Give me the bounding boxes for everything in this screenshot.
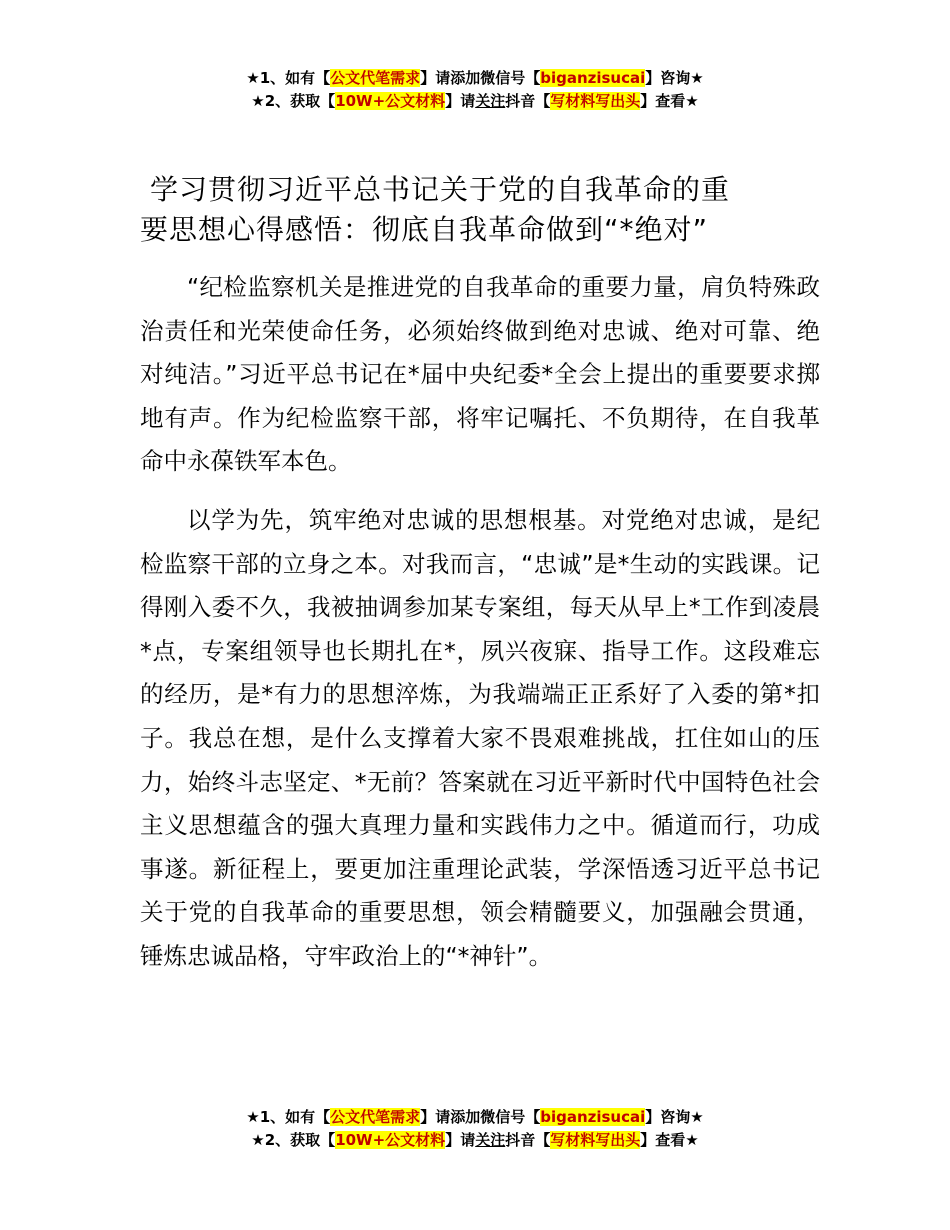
banner-text: ★2、获取【 — [251, 1131, 336, 1149]
banner-line-2 — [0, 90, 950, 113]
banner-text: 】请 — [445, 92, 476, 110]
banner-text: 抖音【 — [505, 1131, 551, 1149]
document-title — [140, 170, 820, 250]
banner-line-2 — [0, 1129, 950, 1152]
footer-ad-banner — [0, 1106, 950, 1152]
banner-text: 】咨询★ — [645, 1108, 704, 1126]
highlight-wechat-id: biganzisucai — [540, 1108, 646, 1126]
highlight-materials: 10W+公文材料 — [335, 1131, 446, 1149]
paragraph-1: “纪检监察机关是推进党的自我革命的重要力量，肩负特殊政治责任和光荣使命任务，必须始终做到绝对忠诚、绝对可靠、绝对纯洁。”习近平总书记在*届中央纪委*全会上提出的重要要求掷地有声。作为纪检监察干部，将牢记嘱托、不负期待，在自我革命中永葆铁军本色。 — [140, 273, 820, 476]
banner-text: ★2、获取【 — [251, 92, 336, 110]
banner-text: 抖音【 — [505, 92, 551, 110]
banner-text: 】查看★ — [640, 1131, 699, 1149]
underlined-follow: 关注 — [475, 92, 506, 110]
title-line-2: 要思想心得感悟：彻底自我革命做到“*绝对” — [140, 213, 709, 246]
banner-text: ★1、如有【 — [246, 69, 331, 87]
highlight-douyin-account: 写材料写出头 — [550, 1131, 641, 1149]
highlight-writing-service: 公文代笔需求 — [330, 1108, 421, 1126]
banner-text: 】请添加微信号【 — [420, 1108, 541, 1126]
banner-text: ★1、如有【 — [246, 1108, 331, 1126]
header-ad-banner — [0, 67, 950, 113]
document-body — [140, 266, 820, 994]
banner-text: 】请 — [445, 1131, 476, 1149]
highlight-douyin-account: 写材料写出头 — [550, 92, 641, 110]
highlight-wechat-id: biganzisucai — [540, 69, 646, 87]
underlined-follow: 关注 — [475, 1131, 506, 1149]
paragraph-2: 以学为先，筑牢绝对忠诚的思想根基。对党绝对忠诚，是纪检监察干部的立身之本。对我而言，“忠诚”是*生动的实践课。记得刚入委不久，我被抽调参加某专案组，每天从早上*工作到凌晨*点，专案组领导也长期扎在*，夙兴夜寐、指导工作。这段难忘的经历，是*有力的思想淬炼，为我端端正正系好了入委的第*扣子。我总在想，是什么支撑着大家不畏艰难挑战，扛住如山的压力，始终斗志坚定、*无前？答案就在习近平新时代中国特色社会主义思想蕴含的强大真理力量和实践伟力之中。循道而行，功成事遂。新征程上，要更加注重理论武装，学深悟透习近平总书记关于党的自我革命的重要思想，领会精髓要义，加强融会贯通，锤炼忠诚品格，守牢政治上的“*神针”。 — [140, 505, 820, 970]
banner-text: 】咨询★ — [645, 69, 704, 87]
banner-text: 】查看★ — [640, 92, 699, 110]
highlight-writing-service: 公文代笔需求 — [330, 69, 421, 87]
banner-text: 】请添加微信号【 — [420, 69, 541, 87]
highlight-materials: 10W+公文材料 — [335, 92, 446, 110]
title-line-1: 学习贯彻习近平总书记关于党的自我革命的重 — [150, 173, 731, 206]
banner-line-1 — [0, 1106, 950, 1129]
banner-line-1 — [0, 67, 950, 90]
